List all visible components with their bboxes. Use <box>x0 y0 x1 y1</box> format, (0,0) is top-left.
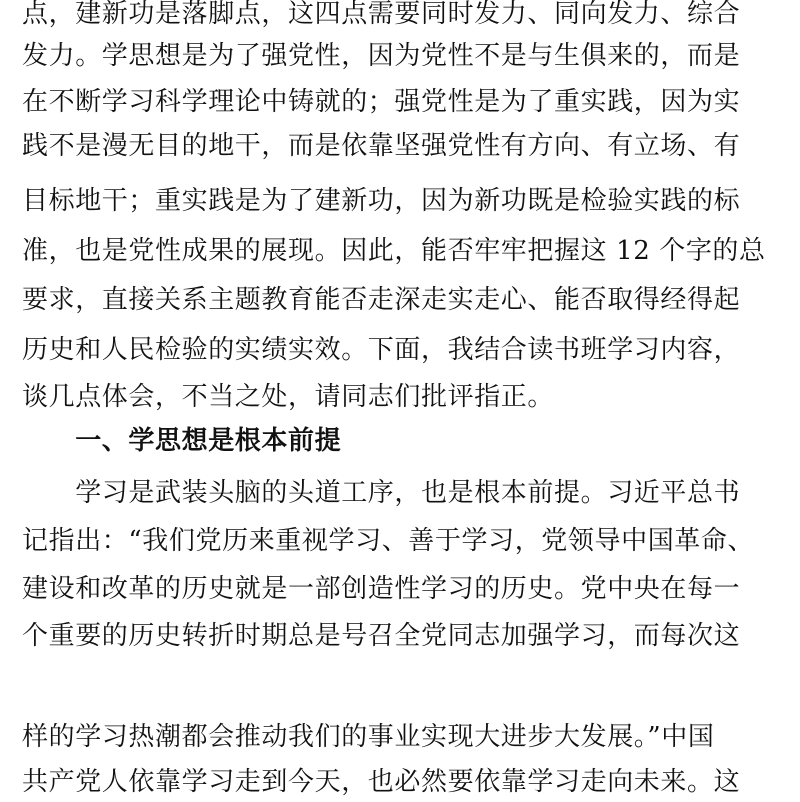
text-line: 个重要的历史转折时期总是号召全党同志加强学习，而每次这 <box>22 621 741 651</box>
text-line: 谈几点体会，不当之处，请同志们批评指正。 <box>22 382 555 412</box>
text-line: 在不断学习科学理论中铸就的；强党性是为了重实践，因为实 <box>22 87 741 117</box>
text-line: 学习是武装头脑的头道工序，也是根本前提。习近平总书 <box>22 478 741 508</box>
text-line: 目标地干；重实践是为了建新功，因为新功既是检验实践的标 <box>22 186 741 216</box>
text-line: 建设和改革的历史就是一部创造性学习的历史。党中央在每一 <box>22 574 741 604</box>
text-line: 发力。学思想是为了强党性，因为党性不是与生俱来的，而是 <box>22 41 741 71</box>
text-line: 记指出：“我们党历来重视学习、善于学习，党领导中国革命、 <box>22 526 755 556</box>
section-heading: 一、学思想是根本前提 <box>22 426 342 456</box>
text-line: 要求，直接关系主题教育能否走深走实走心、能否取得经得起 <box>22 285 741 315</box>
text-line: 践不是漫无目的地干，而是依靠坚强党性有方向、有立场、有 <box>22 131 741 161</box>
text-line: 点，建新功是落脚点，这四点需要同时发力、同向发力、综合 <box>22 0 741 29</box>
text-line: 样的学习热潮都会推动我们的事业实现大进步大发展。”中国 <box>22 722 715 752</box>
text-line: 共产党人依靠学习走到今天，也必然要依靠学习走向未来。这 <box>22 767 741 797</box>
text-line: 历史和人民检验的实绩实效。下面，我结合读书班学习内容， <box>22 335 741 365</box>
text-line: 准，也是党性成果的展现。因此，能否牢牢把握这 12 个字的总 <box>22 236 766 266</box>
